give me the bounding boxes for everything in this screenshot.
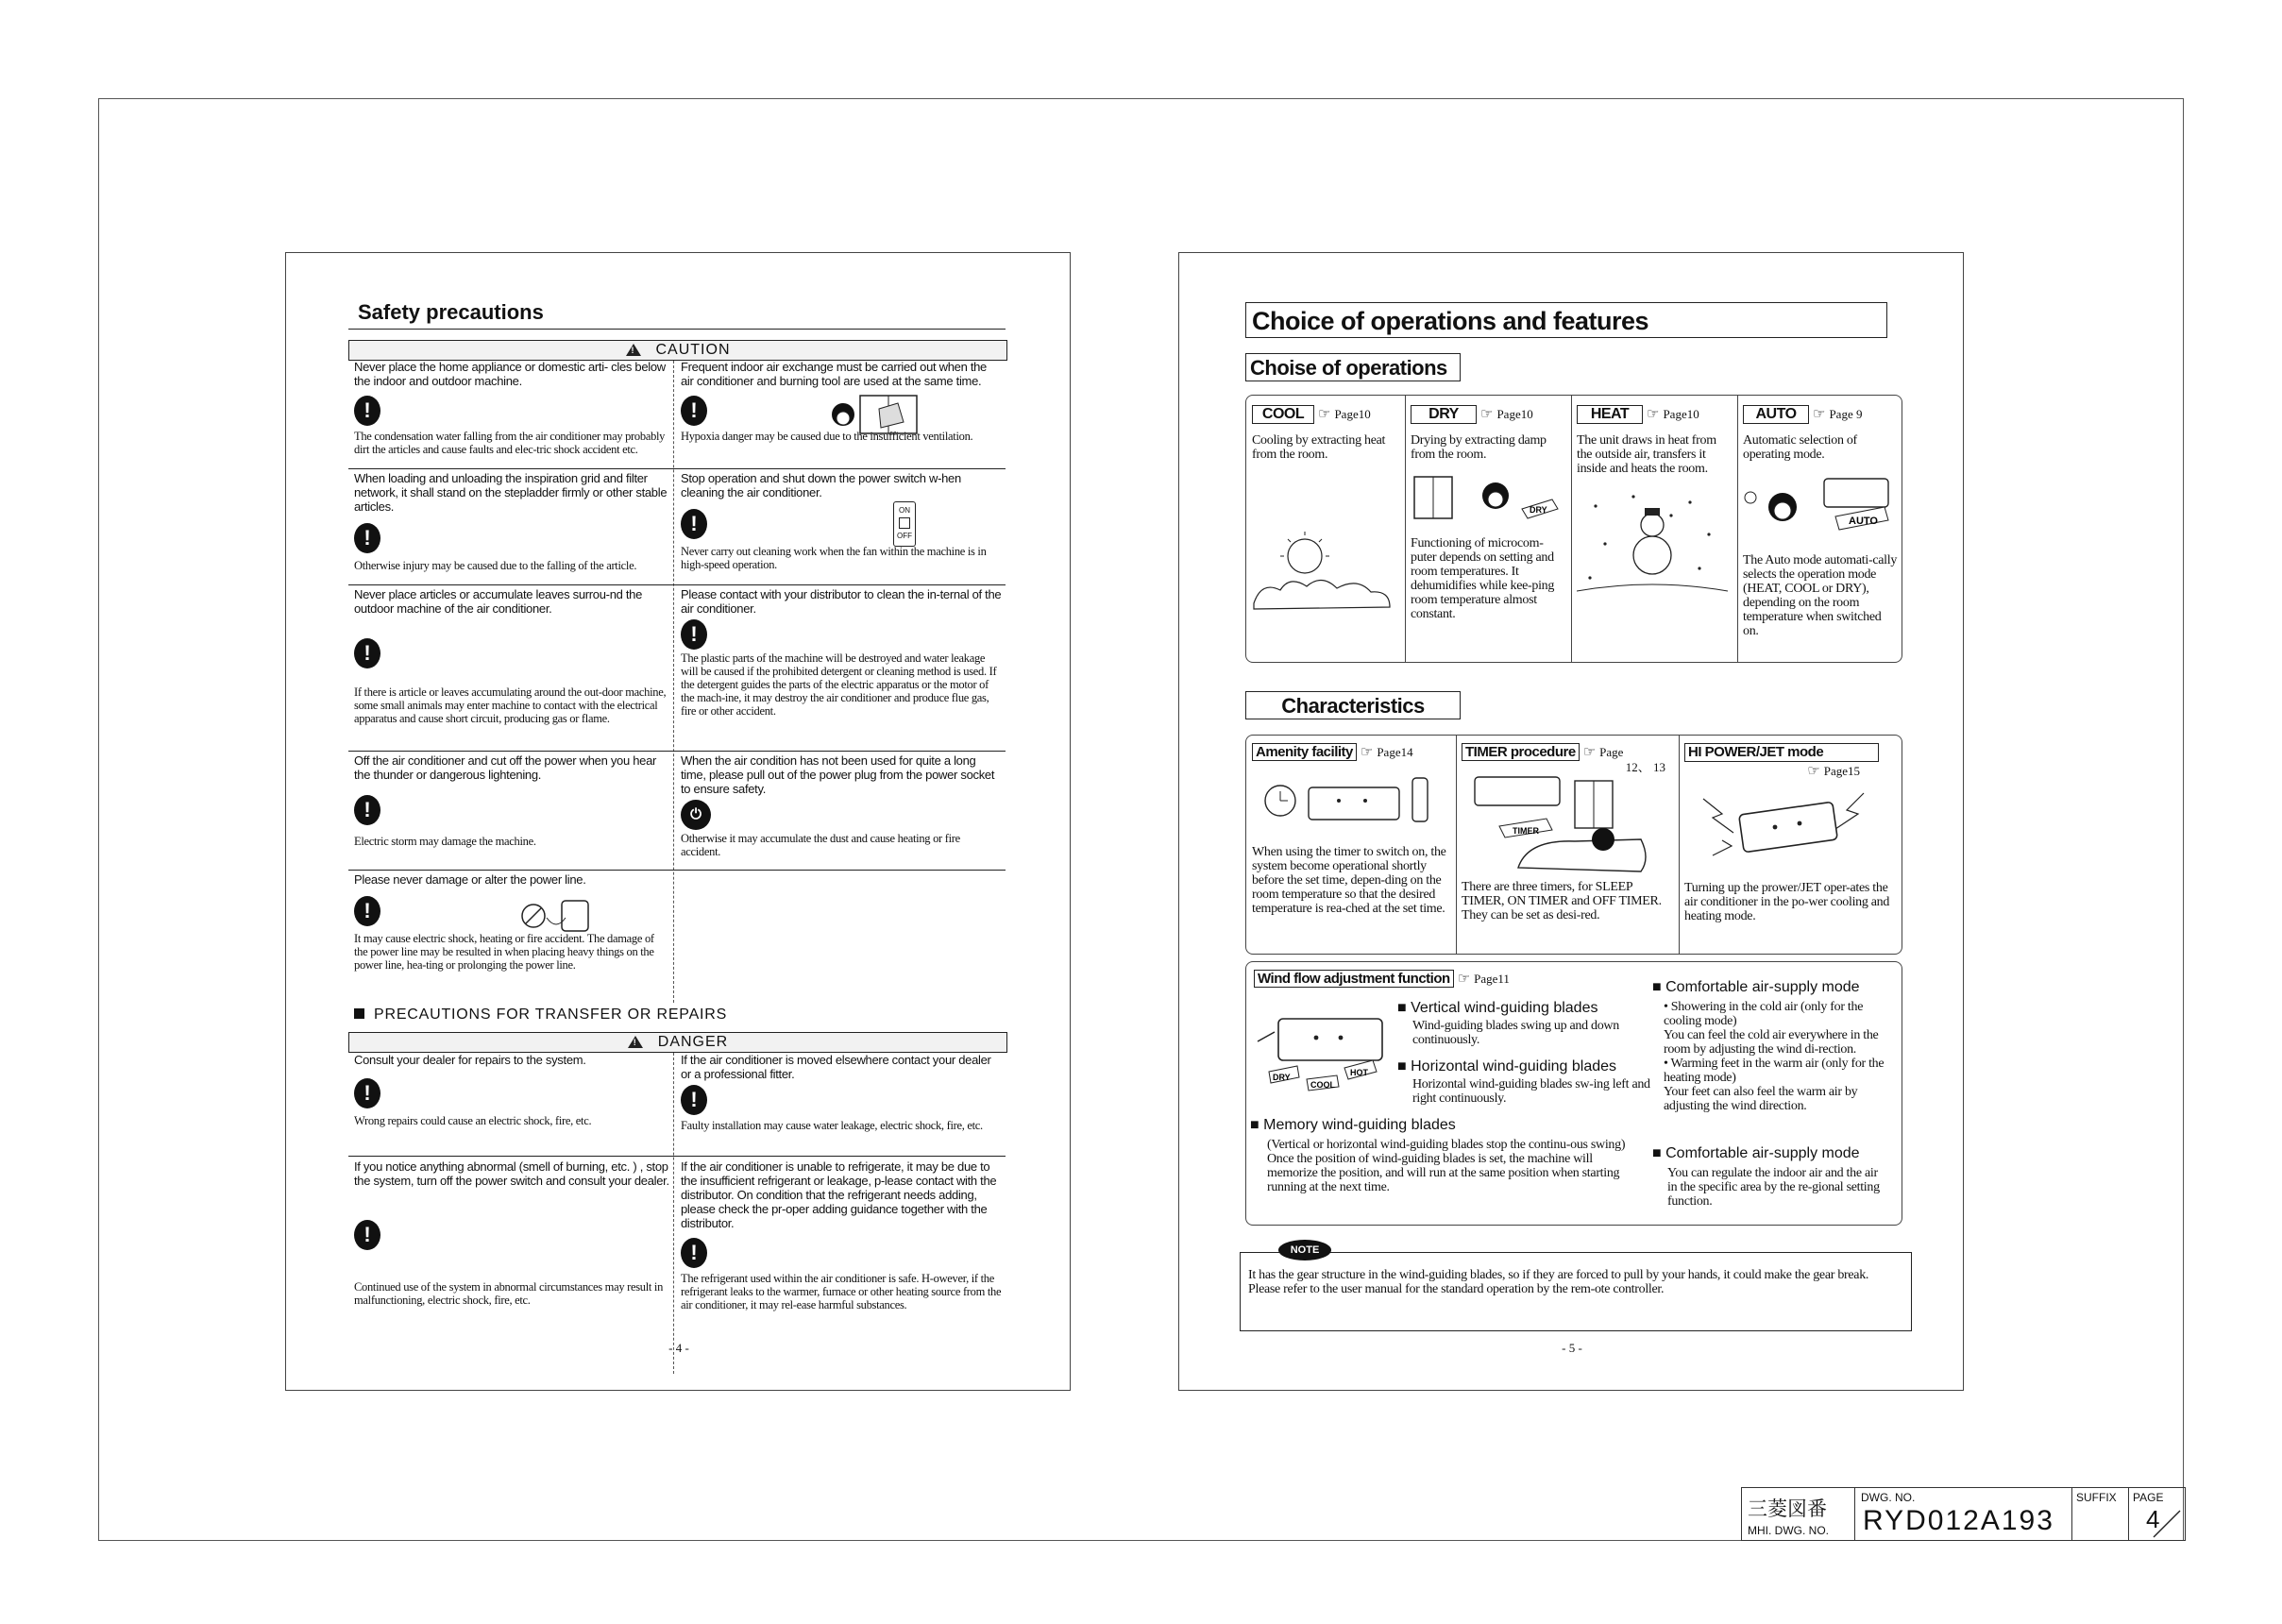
feature-description: When using the timer to switch on, the system become operational shortly before the set time, depen-ding on the room temperature so that the desired temperature is rea-ched at the set time.: [1252, 845, 1446, 916]
page-title: Safety precautions: [358, 300, 544, 324]
auto-tag: AUTO: [1849, 516, 1878, 527]
wind-tag-hot: HOT: [1350, 1068, 1368, 1077]
danger-text: Continued use of the system in abnormal circumstances may result in malfunctioning, electric shock, fire, etc.: [354, 1280, 664, 1307]
caution-item: [354, 360, 669, 456]
amenity-illustration: [1252, 767, 1441, 838]
caution-text: Otherwise injury may be caused due to the falling of the article.: [354, 559, 637, 572]
caution-text: If there is article or leaves accumulating around the out-door machine, some small animals may enter machine to contact with the electrical apparatus and cause short circuit, producing gas or flame.: [354, 685, 667, 725]
power-cord-illustration: [515, 889, 600, 937]
mode-label: COOL: [1252, 405, 1314, 424]
caution-item: [354, 872, 669, 972]
bullet-title: Memory wind-guiding blades: [1263, 1117, 1456, 1133]
caution-item: [681, 587, 1002, 718]
pointing-hand-icon: ☞: [1480, 407, 1494, 422]
caution-heading: Frequent indoor air exchange must be carried out when the air conditioner and burning tool are used at the same time.: [681, 360, 987, 388]
bullet-title: Vertical wind-guiding blades: [1411, 1000, 1598, 1016]
mandatory-action-icon: !: [681, 1238, 707, 1268]
danger-item: [354, 1053, 669, 1127]
page-reference: Page10: [1496, 407, 1533, 421]
row-divider: [348, 751, 1006, 752]
danger-text: Faulty installation may cause water leakage, electric shock, fire, etc.: [681, 1119, 983, 1132]
horizontal-blades: [1397, 1058, 1652, 1106]
column-divider: [673, 1053, 674, 1374]
note-badge: NOTE: [1278, 1240, 1331, 1260]
mandatory-action-icon: !: [354, 1220, 380, 1250]
page-title: Choice of operations and features: [1245, 302, 1887, 338]
caution-heading: When loading and unloading the inspiration grid and filter network, it shall stand on the stepladder firmly or other stable articles.: [354, 471, 668, 514]
row-divider: [348, 468, 1006, 469]
snowman-illustration: [1577, 487, 1728, 610]
mode-auto: [1743, 405, 1900, 638]
row-divider: [348, 1156, 1006, 1157]
caution-item: [681, 360, 1002, 443]
characteristics-panel: [1245, 735, 1902, 955]
left-page: [285, 252, 1071, 1391]
row-divider: [348, 870, 1006, 871]
caution-text: Hypoxia danger may be caused due to the insufficient ventilation.: [681, 430, 973, 443]
mode-description: Drying by extracting damp from the room.: [1411, 433, 1547, 462]
caution-triangle-icon: [626, 344, 641, 356]
caution-triangle-icon: [628, 1036, 643, 1048]
caution-heading: Please never damage or alter the power line.: [354, 872, 586, 887]
note-text: It has the gear structure in the wind-guiding blades, so if they are forced to pull by your hands, it could make the gear break. Please refer to the user manual for the standard operation by the rem-ote controller.: [1248, 1268, 1869, 1296]
pointing-hand-icon: ☞: [1813, 407, 1826, 422]
danger-heading: If the air conditioner is moved elsewhere contact your dealer or a professional fitter.: [681, 1053, 991, 1081]
pointing-hand-icon: ☞: [1807, 764, 1820, 779]
caution-text: Never carry out cleaning work when the fan within the machine is in high-speed operation.: [681, 545, 987, 571]
mandatory-action-icon: !: [681, 509, 707, 539]
caution-heading: Never place the home appliance or domestic arti- cles below the indoor and outdoor machine.: [354, 360, 666, 388]
danger-text: The refrigerant used within the air conditioner is safe. H-owever, if the refrigerant leaks to the warmer, furnace or other heating source from the air conditioner, it may rel-ease harmful substances.: [681, 1272, 1002, 1311]
pointing-hand-icon: ☞: [1360, 745, 1374, 760]
wind-flow-panel: [1245, 961, 1902, 1226]
page-slash-icon: [2152, 1509, 2182, 1539]
note-box: [1240, 1244, 1912, 1331]
mode-heat: [1577, 405, 1733, 615]
caution-item: [354, 471, 669, 572]
page-reference: Page: [1599, 745, 1624, 759]
page-reference-numbers: 12、 13: [1625, 760, 1665, 774]
feature-label: Wind flow adjustment function: [1254, 970, 1454, 988]
caution-label: CAUTION: [655, 342, 731, 358]
feature-description: There are three timers, for SLEEP TIMER, ON TIMER and OFF TIMER. They can be set as desi-red.: [1462, 880, 1662, 922]
auto-mode-illustration: [1743, 469, 1894, 549]
bullet-text: • Showering in the cold air (only for the cooling mode) You can feel the cold air everywhere in the room by adjusting the wind di-rection. • Warming feet in the warm air (only for the heating mode) Your feet can also feel the warm air by adjusting the wind direction.: [1664, 1000, 1885, 1113]
mode-description: Automatic selection of operating mode.: [1743, 433, 1857, 462]
caution-heading: Please contact with your distributor to clean the in-ternal of the air conditioner.: [681, 587, 1002, 616]
caution-heading: Never place articles or accumulate leaves surrou-nd the outdoor machine of the air conditioner.: [354, 587, 643, 616]
pointing-hand-icon: ☞: [1457, 972, 1471, 987]
mode-dry: [1411, 405, 1567, 621]
mode-label: HEAT: [1577, 405, 1643, 424]
page-number: - 4 -: [668, 1341, 689, 1355]
mandatory-action-icon: !: [681, 1085, 707, 1115]
dry-tag: DRY: [1530, 505, 1547, 515]
page-reference: Page 9: [1829, 407, 1863, 421]
transfer-heading-text: PRECAUTIONS FOR TRANSFER OR REPAIRS: [374, 1007, 728, 1023]
square-bullet-icon: ■: [1652, 979, 1662, 995]
square-bullet-icon: ■: [1397, 1058, 1407, 1074]
hi-power-illustration: [1684, 780, 1892, 874]
caution-item: [681, 753, 1002, 858]
danger-heading: If the air conditioner is unable to refrigerate, it may be due to the insufficient refrigerant or leakage, p-lease contact with the distributor. On condition that the refrigerant needs adding, please check the pr-oper adding guidance together with the distributor.: [681, 1159, 997, 1230]
square-bullet-icon: [354, 1008, 364, 1019]
feature-timer: [1462, 743, 1675, 922]
caution-text: The plastic parts of the machine will be destroyed and water leakage will be caused if the prohibited detergent or cleaning method is used. If the detergent guides the parts of the electric apparatus or the motor of the mach-ine, it may destroy the air conditioner and produce flue gas, fire or other accident.: [681, 651, 997, 718]
suffix-cell: [2072, 1488, 2129, 1540]
feature-label: HI POWER/JET mode: [1684, 743, 1879, 762]
plug-pull-icon: ⏻: [681, 800, 711, 830]
danger-item: [681, 1159, 1002, 1311]
sun-clouds-illustration: [1252, 528, 1394, 622]
dwg-no-label: DWG. NO.: [1861, 1491, 1916, 1504]
page-reference: Page10: [1663, 407, 1699, 421]
mandatory-action-icon: !: [354, 896, 380, 926]
caution-item: [354, 753, 669, 848]
danger-text: Wrong repairs could cause an electric shock, fire, etc.: [354, 1114, 592, 1127]
square-bullet-icon: ■: [1397, 1000, 1407, 1016]
mhi-drawing-label-jp: 三菱図番: [1748, 1497, 1827, 1520]
page-reference: Page14: [1377, 745, 1413, 759]
mode-description-detail: The Auto mode automati-cally selects the operation mode (HEAT, COOL or DRY), depending on the room temperature when switched on.: [1743, 553, 1898, 638]
page-cell: [2129, 1488, 2185, 1540]
section-heading-operations: Choise of operations: [1245, 353, 1461, 381]
caution-item: [681, 471, 1002, 571]
dwg-cell: [1855, 1488, 2072, 1540]
comfort-mode-2: [1652, 1145, 1898, 1209]
memory-blades: [1250, 1117, 1647, 1194]
mandatory-action-icon: !: [681, 619, 707, 650]
transfer-heading: [354, 1007, 727, 1023]
danger-heading: Consult your dealer for repairs to the system.: [354, 1053, 586, 1067]
page-reference: Page11: [1474, 972, 1510, 986]
bullet-title: Comfortable air-supply mode: [1665, 1145, 1860, 1161]
comfort-mode-1: [1652, 979, 1898, 1113]
danger-heading: If you notice anything abnormal (smell of burning, etc. ) , stop the system, turn off the power switch and consult your dealer.: [354, 1159, 669, 1188]
caution-bar: [348, 340, 1007, 361]
bullet-text: Horizontal wind-guiding blades sw-ing left and right continuously.: [1412, 1077, 1650, 1106]
danger-item: [681, 1053, 1002, 1132]
switch-toggle-icon: [899, 517, 910, 529]
mode-description: Cooling by extracting heat from the room.: [1252, 433, 1386, 462]
page-number: - 5 -: [1562, 1341, 1582, 1355]
bullet-text: (Vertical or horizontal wind-guiding blades stop the continu-ous swing) Once the position of wind-guiding blades is set, the machine will memorize the position, and will run at the same position when starting running at the next time.: [1267, 1138, 1626, 1194]
suffix-label: SUFFIX: [2076, 1491, 2117, 1504]
feature-amenity: [1252, 743, 1452, 916]
caution-item: [354, 587, 669, 725]
pointing-hand-icon: ☞: [1318, 407, 1331, 422]
danger-bar: [348, 1032, 1007, 1053]
operations-panel: [1245, 395, 1902, 663]
timer-tag: TIMER: [1513, 826, 1539, 836]
power-switch-illustration: [893, 501, 916, 547]
mandatory-action-icon: !: [354, 1078, 380, 1108]
mandatory-action-icon: !: [354, 523, 380, 553]
feature-description: Turning up the prower/JET oper-ates the air conditioner in the po-wer cooling and heating mode.: [1684, 881, 1890, 923]
bullet-text: Wind-guiding blades swing up and down continuously.: [1412, 1019, 1619, 1047]
section-heading-characteristics: Characteristics: [1245, 691, 1461, 719]
caution-heading: Stop operation and shut down the power switch w-hen cleaning the air conditioner.: [681, 471, 961, 499]
caution-text: Electric storm may damage the machine.: [354, 835, 536, 848]
dry-mode-illustration: [1411, 471, 1562, 528]
danger-label: DANGER: [657, 1034, 729, 1050]
square-bullet-icon: ■: [1250, 1117, 1259, 1133]
square-bullet-icon: ■: [1652, 1145, 1662, 1161]
bullet-title: Horizontal wind-guiding blades: [1411, 1058, 1617, 1074]
bullet-title: Comfortable air-supply mode: [1665, 979, 1860, 995]
mode-cool: [1252, 405, 1401, 627]
pointing-hand-icon: ☞: [1582, 745, 1597, 760]
switch-off-label: OFF: [897, 532, 912, 540]
title-block: [1741, 1487, 2186, 1541]
pointing-hand-icon: ☞: [1647, 407, 1660, 422]
caution-heading: When the air condition has not been used for quite a long time, please pull out of the power plug from the power socket to ensure safety.: [681, 753, 995, 796]
switch-on-label: ON: [899, 506, 910, 515]
mode-description: The unit draws in heat from the outside air, transfers it inside and heats the room.: [1577, 433, 1716, 476]
timer-illustration: [1462, 773, 1669, 875]
mhi-cell: [1742, 1488, 1855, 1540]
feature-label: TIMER procedure: [1462, 743, 1580, 761]
mode-label: AUTO: [1743, 405, 1809, 424]
right-page: [1178, 252, 1964, 1391]
caution-text: Otherwise it may accumulate the dust and cause heating or fire accident.: [681, 832, 960, 858]
page-label: PAGE: [2133, 1491, 2164, 1504]
caution-text: It may cause electric shock, heating or fire accident. The damage of the power line may be resulted in when placing heavy things on the power line, hea-ting or prolonging the power line.: [354, 932, 654, 972]
mandatory-action-icon: !: [681, 396, 707, 426]
wind-blades-illustration: [1250, 1004, 1392, 1108]
mode-description-detail: Functioning of microcom-puter depends on setting and room temperatures. It dehumidifies while kee-ping room temperature almost constant.: [1411, 536, 1555, 621]
wind-tag-dry: DRY: [1273, 1073, 1291, 1082]
feature-hipower: [1684, 743, 1898, 923]
row-divider: [348, 584, 1006, 585]
page-reference: Page15: [1823, 764, 1860, 778]
mhi-drawing-label: MHI. DWG. NO.: [1748, 1524, 1829, 1537]
caution-text: The condensation water falling from the air conditioner may probably dirt the articles and cause faults and elec-tric shock accident etc.: [354, 430, 666, 456]
mode-label: DRY: [1411, 405, 1477, 424]
page-value: 4: [2146, 1505, 2160, 1533]
window-ventilation-illustration: [822, 390, 926, 439]
wind-flow-header: [1254, 970, 1510, 988]
danger-item: [354, 1159, 669, 1307]
wind-tag-cool: COOL: [1310, 1080, 1335, 1090]
mandatory-action-icon: !: [354, 396, 380, 426]
mandatory-action-icon: !: [354, 795, 380, 825]
mandatory-action-icon: !: [354, 638, 380, 668]
bullet-text: You can regulate the indoor air and the air in the specific area by the re-gional setting function.: [1667, 1166, 1880, 1209]
dwg-no-value: RYD012A193: [1863, 1505, 2054, 1536]
feature-label: Amenity facility: [1252, 743, 1357, 761]
vertical-blades: [1397, 1000, 1652, 1047]
title-rule: [348, 329, 1006, 330]
column-divider: [673, 361, 674, 1003]
page-reference: Page10: [1334, 407, 1371, 421]
caution-heading: Off the air conditioner and cut off the power when you hear the thunder or dangerous lightening.: [354, 753, 657, 782]
